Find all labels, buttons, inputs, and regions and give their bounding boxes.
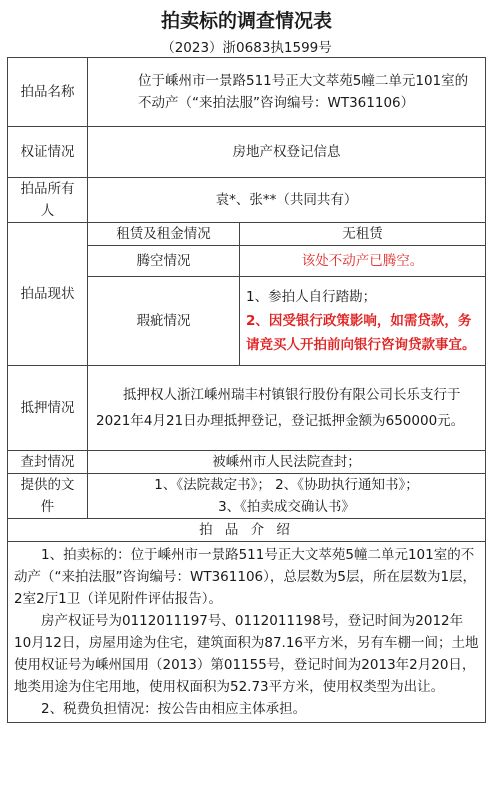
intro-heading: 拍 品 介 绍 (8, 519, 486, 542)
intro-body (8, 542, 486, 723)
defects-label: 瑕疵情况 (88, 277, 240, 366)
row-mortgage (8, 366, 486, 451)
case-number: （2023）浙0683执1599号 (161, 40, 332, 56)
row-intro-heading (8, 519, 486, 542)
documents-value (88, 474, 486, 519)
vacate-label: 腾空情况 (88, 246, 240, 277)
intro-paragraph-1: 1、拍卖标的：位于嵊州市一景路511号正大文萃苑5幢二单元101室的不动产（“来拍法服”咨询编号：WT361106），总层数为5层，所在层数为1层，2室2厅1卫（详见附件评估报告）。 (14, 547, 477, 607)
intro-paragraph-2: 房产权证号为0112011197号、0112011198号，登记时间为2012年10月12日，房屋用途为住宅，建筑面积为87.16平方米，另有车棚一间；土地使用权证号为嵊州国用（2013）第01155号，登记时间为2013年2月20日，地类用途为住宅用地，使用权面积为52.73平方米，使用权类型为出让。 (14, 613, 479, 695)
owner-value: 袁*、张**（共同共有） (88, 178, 486, 223)
investigation-table (7, 57, 486, 723)
document-title: 拍卖标的调查情况表 (160, 10, 332, 32)
lease-label: 租赁及租金情况 (88, 223, 240, 246)
row-owner (8, 178, 486, 223)
mortgage-value: 抵押权人浙江嵊州瑞丰村镇银行股份有限公司长乐支行于2021年4月21日办理抵押登记，登记抵押金额为650000元。 (88, 366, 486, 451)
owner-label: 拍品所有人 (8, 178, 88, 223)
documents-line-2: 3、《拍卖成交确认书》 (218, 499, 355, 515)
documents-line-1: 1、《法院裁定书》； 2、《协助执行通知书》； (154, 477, 419, 493)
item-name-value: 位于嵊州市一景路511号正大文萃苑5幢二单元101室的不动产（“来拍法服”咨询编号：WT361106） (88, 58, 486, 127)
certificate-label: 权证情况 (8, 127, 88, 178)
intro-paragraph-3: 2、税费负担情况：按公告由相应主体承担。 (41, 701, 307, 717)
vacate-value: 该处不动产已腾空。 (240, 246, 486, 277)
mortgage-label: 抵押情况 (8, 366, 88, 451)
seizure-label: 查封情况 (8, 451, 88, 474)
row-lease (8, 223, 486, 246)
item-name-label: 拍品名称 (8, 58, 88, 127)
row-item-name (8, 58, 486, 127)
defects-line-2: 2、因受银行政策影响，如需贷款，务请竞买人开拍前向银行咨询贷款事宜。 (246, 313, 476, 353)
row-seizure (8, 451, 486, 474)
seizure-value: 被嵊州市人民法院查封； (88, 451, 486, 474)
documents-label: 提供的文件 (8, 474, 88, 519)
defects-line-1: 1、参拍人自行踏勘； (246, 289, 377, 305)
row-intro-body (8, 542, 486, 723)
lease-value: 无租赁 (240, 223, 486, 246)
row-certificate (8, 127, 486, 178)
status-label: 拍品现状 (8, 223, 88, 366)
defects-value (240, 277, 486, 366)
certificate-value: 房地产权登记信息 (88, 127, 486, 178)
row-documents (8, 474, 486, 519)
